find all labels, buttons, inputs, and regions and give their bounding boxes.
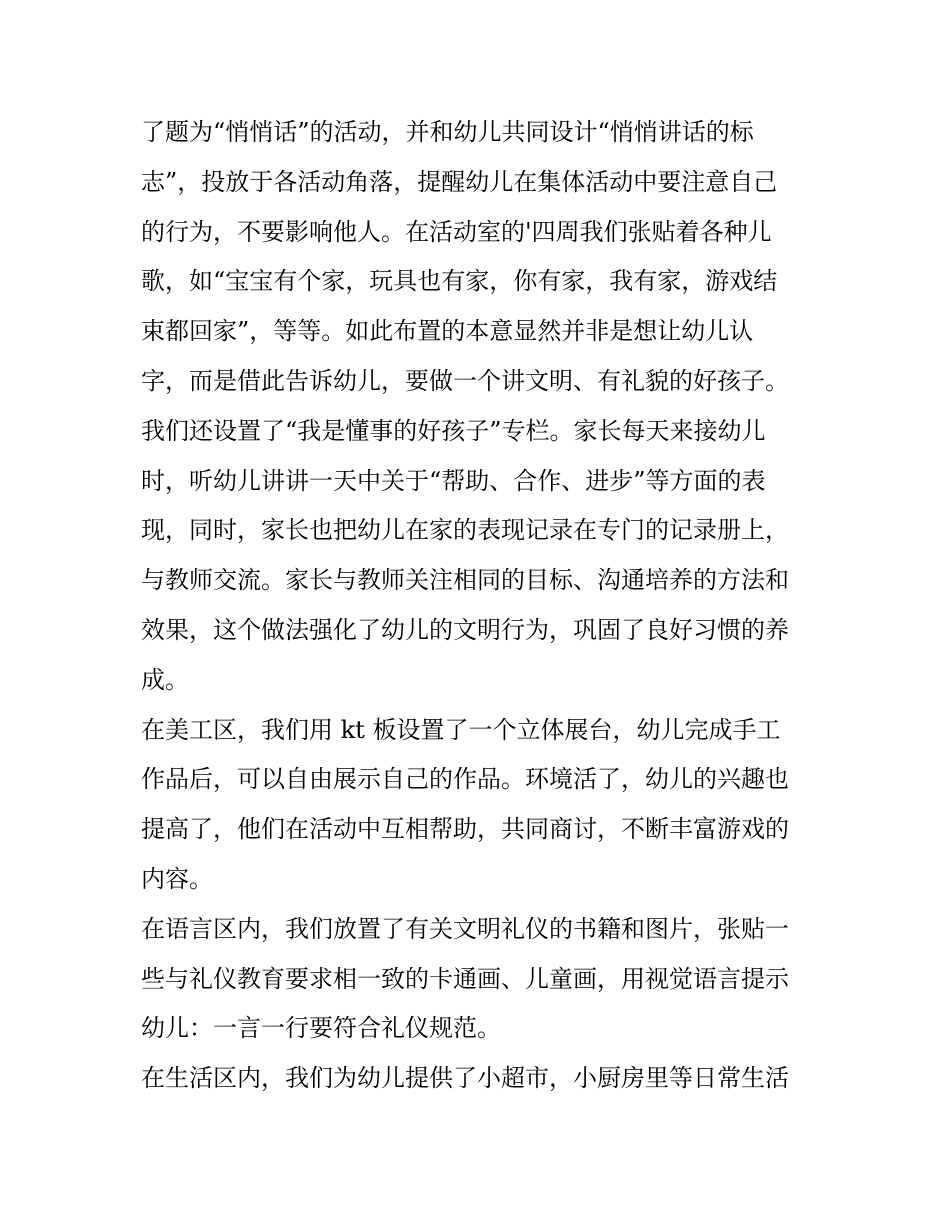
text-line: 时，听幼儿讲讲一天中关于“帮助、合作、进步”等方面的表 [141,466,766,495]
text-line: 我们还设置了“我是懂事的好孩子”专栏。家长每天来接幼儿 [141,416,766,445]
text-line: 在语言区内，我们放置了有关文明礼仪的书籍和图片，张贴一 [141,914,789,943]
text-line: 提高了，他们在活动中互相帮助，共同商讨，不断丰富游戏的 [141,815,789,844]
text-line: 成。 [141,665,189,694]
text-line: 志”，投放于各活动角落，提醒幼儿在集体活动中要注意自己 [141,167,778,196]
text-line: 与教师交流。家长与教师关注相同的目标、沟通培养的方法和 [141,566,789,595]
text-line: 幼儿：一言一行要符合礼仪规范。 [141,1014,501,1043]
text-line: 些与礼仪教育要求相一致的卡通画、儿童画，用视觉语言提示 [141,964,789,993]
document-body [141,108,821,1104]
text-line: 了题为“悄悄话”的活动，并和幼儿共同设计“悄悄讲话的标 [141,118,754,146]
text-line: 效果，这个做法强化了幼儿的文明行为，巩固了良好习惯的养 [141,615,789,644]
text-line: 的行为，不要影响他人。在活动室的'四周我们张贴着各种儿 [141,217,772,246]
text-line: 歌，如“宝宝有个家，玩具也有家，你有家，我有家，游戏结 [141,267,778,296]
text-line: 内容。 [141,864,213,893]
text-line: 束都回家”，等等。如此布置的本意显然并非是想让幼儿认 [141,317,754,346]
text-line: 作品后，可以自由展示自己的作品。环境活了，幼儿的兴趣也 [141,765,789,794]
text-line: 在美工区，我们用 kt 板设置了一个立体展台，幼儿完成手工 [141,715,781,744]
text-line: 字，而是借此告诉幼儿，要做一个讲文明、有礼貌的好孩子。 [141,366,789,395]
text-line: 现，同时，家长也把幼儿在家的表现记录在专门的记录册上， [141,516,789,545]
text-line: 在生活区内，我们为幼儿提供了小超市，小厨房里等日常生活 [141,1064,789,1093]
